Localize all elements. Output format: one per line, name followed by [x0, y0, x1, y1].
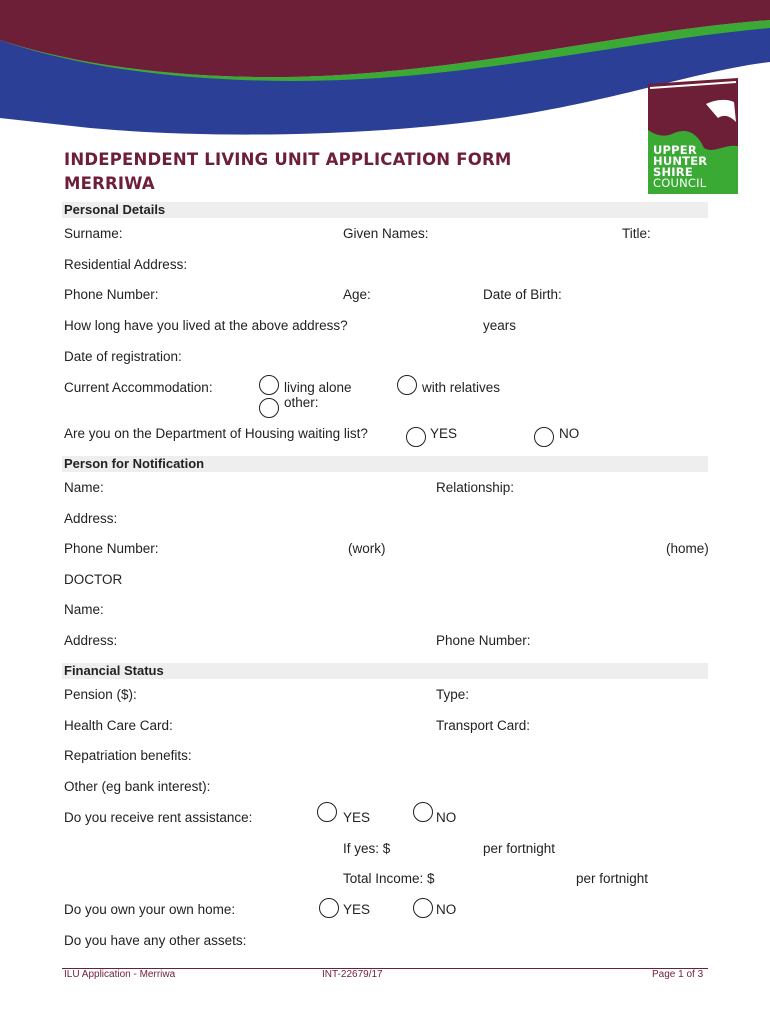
- residential-address-label: Residential Address:: [64, 257, 188, 272]
- rent-assistance-label: Do you receive rent assistance:: [64, 810, 253, 825]
- own-home-yes-radio[interactable]: [319, 898, 339, 918]
- pension-label: Pension ($):: [64, 687, 137, 702]
- own-home-no-label: NO: [436, 902, 457, 917]
- notification-phone-label: Phone Number:: [64, 541, 159, 556]
- rent-no-label: NO: [436, 810, 457, 825]
- rent-yes-radio[interactable]: [317, 802, 337, 822]
- phone-number-label: Phone Number:: [64, 287, 159, 302]
- form-subtitle: MERRIWA: [64, 174, 155, 193]
- housing-yes-radio[interactable]: [406, 427, 426, 447]
- rent-yes-label: YES: [343, 810, 371, 825]
- housing-waiting-label: Are you on the Department of Housing waiting list?: [64, 426, 368, 441]
- doctor-heading: DOCTOR: [64, 572, 123, 587]
- doctor-phone-label: Phone Number:: [436, 633, 531, 648]
- rent-per-fortnight-label: per fortnight: [483, 841, 556, 856]
- surname-label: Surname:: [64, 226, 123, 241]
- current-accommodation-label: Current Accommodation:: [64, 380, 213, 395]
- total-income-label: Total Income: $: [343, 871, 435, 886]
- with-relatives-label: with relatives: [422, 380, 501, 395]
- own-home-no-radio[interactable]: [413, 898, 433, 918]
- other-accommodation-radio[interactable]: [259, 398, 279, 418]
- living-alone-radio[interactable]: [259, 375, 279, 395]
- how-long-label: How long have you lived at the above address?: [64, 318, 348, 333]
- section-heading: Personal Details: [64, 202, 166, 217]
- housing-yes-label: YES: [430, 426, 458, 441]
- own-home-label: Do you own your own home:: [64, 902, 236, 917]
- section-personal-details: [62, 202, 708, 218]
- years-label: years: [483, 318, 517, 333]
- income-per-fortnight-label: per fortnight: [576, 871, 649, 886]
- work-label: (work): [348, 541, 386, 556]
- section-heading: Financial Status: [64, 663, 164, 678]
- title-label: Title:: [622, 226, 651, 241]
- notification-address-label: Address:: [64, 511, 118, 526]
- home-label: (home): [666, 541, 709, 556]
- other-accommodation-label: other:: [284, 395, 319, 410]
- doctor-name-label: Name:: [64, 602, 104, 617]
- housing-no-radio[interactable]: [534, 427, 554, 447]
- footer-reference: INT-22679/17: [322, 969, 383, 980]
- health-care-card-label: Health Care Card:: [64, 718, 173, 733]
- notification-name-label: Name:: [64, 480, 104, 495]
- footer-document-name: ILU Application - Merriwa: [64, 969, 176, 980]
- if-yes-label: If yes: $: [343, 841, 391, 856]
- own-home-yes-label: YES: [343, 902, 371, 917]
- other-income-label: Other (eg bank interest):: [64, 779, 211, 794]
- date-of-birth-label: Date of Birth:: [483, 287, 562, 302]
- logo-text-council: COUNCIL: [653, 176, 707, 190]
- section-heading: Person for Notification: [64, 456, 205, 471]
- section-financial-status: [62, 663, 708, 679]
- with-relatives-radio[interactable]: [397, 375, 417, 395]
- doctor-address-label: Address:: [64, 633, 118, 648]
- logo-text-shire: SHIRE: [653, 165, 693, 179]
- living-alone-label: living alone: [284, 380, 352, 395]
- repatriation-label: Repatriation benefits:: [64, 748, 192, 763]
- rent-no-radio[interactable]: [413, 802, 433, 822]
- date-of-registration-label: Date of registration:: [64, 349, 182, 364]
- section-person-for-notification: [62, 456, 708, 472]
- logo-text-upper: UPPER: [653, 143, 697, 157]
- form-title: INDEPENDENT LIVING UNIT APPLICATION FORM: [64, 150, 512, 169]
- housing-no-label: NO: [559, 426, 580, 441]
- given-names-label: Given Names:: [343, 226, 429, 241]
- logo-text-hunter: HUNTER: [653, 154, 708, 168]
- other-assets-label: Do you have any other assets:: [64, 933, 247, 948]
- relationship-label: Relationship:: [436, 480, 515, 495]
- transport-card-label: Transport Card:: [436, 718, 531, 733]
- pension-type-label: Type:: [436, 687, 470, 702]
- age-label: Age:: [343, 287, 371, 302]
- footer-page-number: Page 1 of 3: [652, 969, 704, 980]
